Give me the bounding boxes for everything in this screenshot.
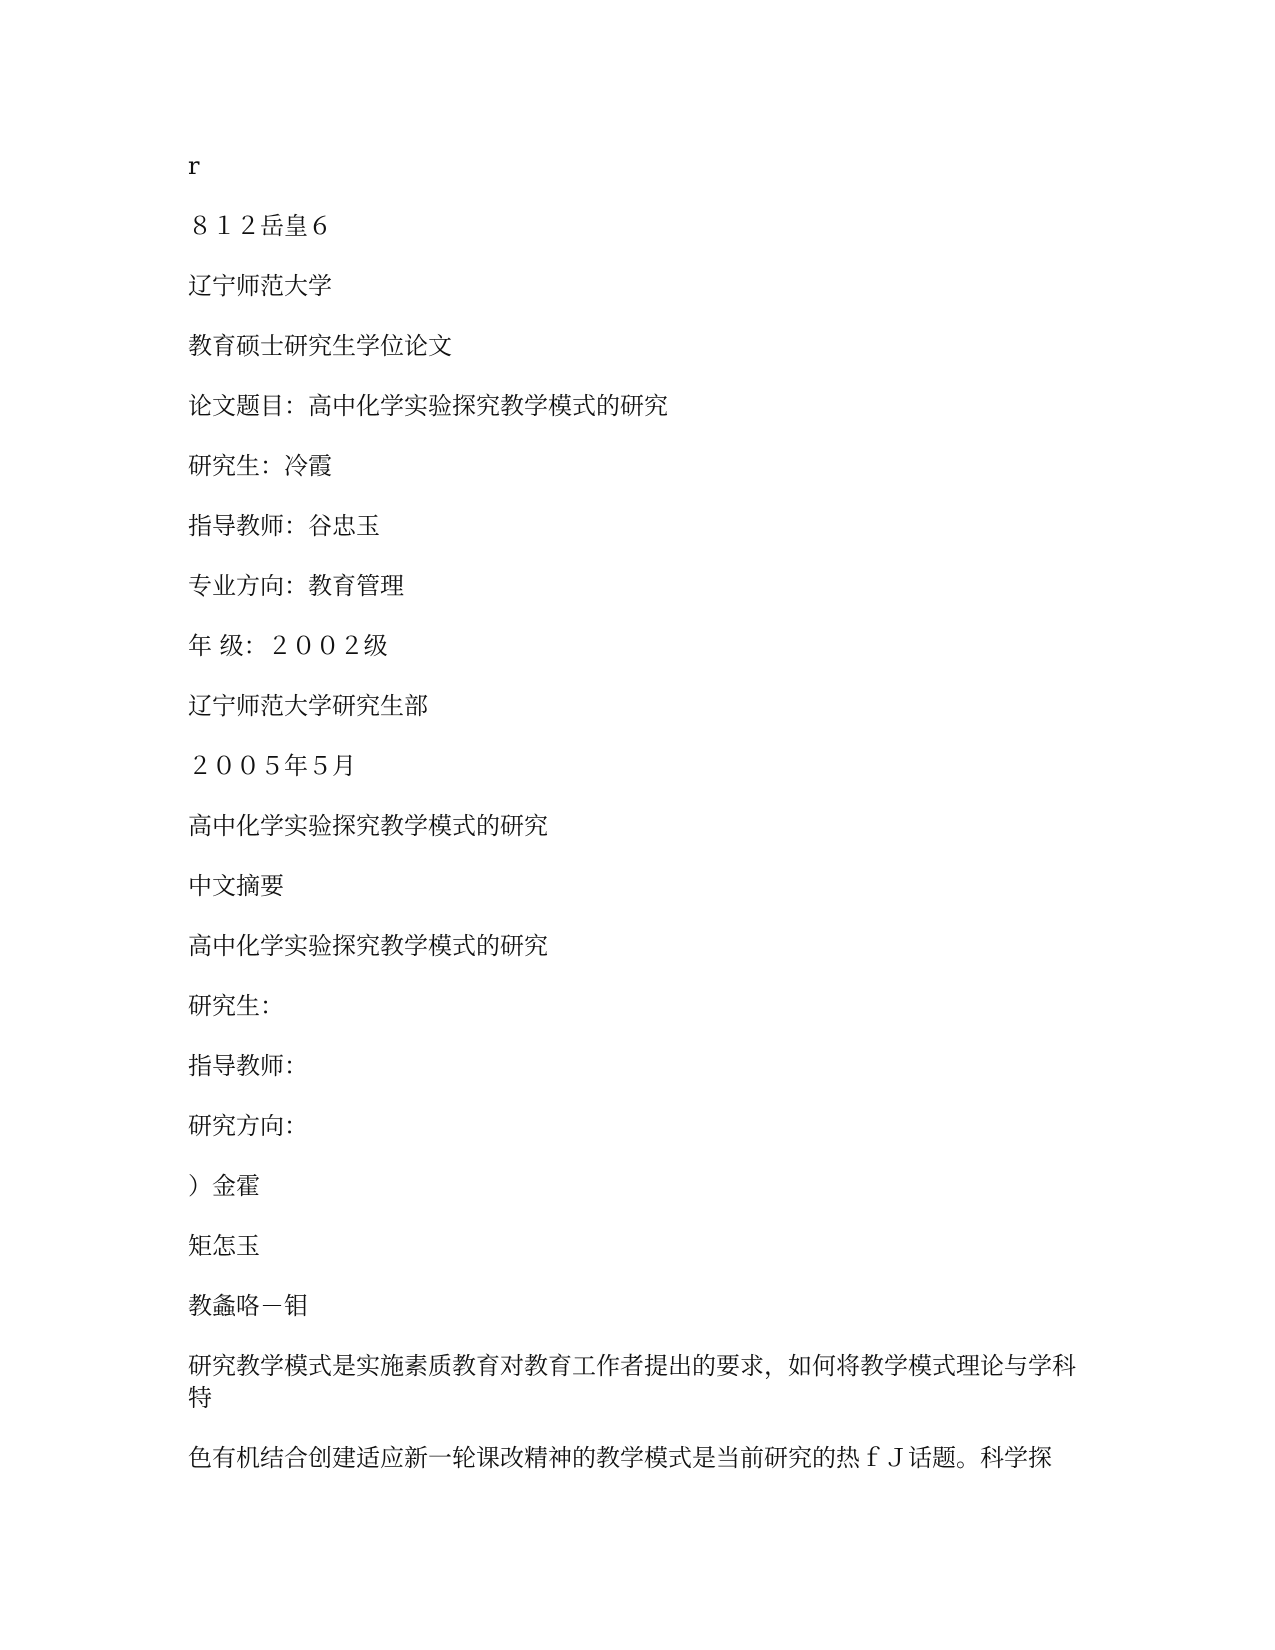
classification-code: ８１２岳皇６ xyxy=(188,212,332,240)
abstract-student-label: 研究生： xyxy=(188,992,284,1020)
university-name: 辽宁师范大学 xyxy=(188,272,332,300)
abstract-heading: 中文摘要 xyxy=(188,872,284,900)
major-field: 专业方向：教育管理 xyxy=(188,572,404,600)
abstract-paragraph-line-2: 色有机结合创建适应新一轮课改精神的教学模式是当前研究的热ｆＪ话题。科学探 xyxy=(188,1444,1052,1472)
thesis-title: 高中化学实验探究教学模式的研究 xyxy=(188,812,548,840)
advisor-field: 指导教师：谷忠玉 xyxy=(188,512,380,540)
abstract-paragraph-line-1: 研究教学模式是实施素质教育对教育工作者提出的要求，如何将教学模式理论与学科特 xyxy=(188,1352,1076,1412)
abstract-advisor-value: 矩怎玉 xyxy=(188,1232,260,1260)
abstract-student-value: ）金霍 xyxy=(188,1172,260,1200)
abstract-direction-value: 教螽咯－钼 xyxy=(188,1292,308,1320)
abstract-title: 高中化学实验探究教学模式的研究 xyxy=(188,932,548,960)
thesis-title-field: 论文题目：高中化学实验探究教学模式的研究 xyxy=(188,392,668,420)
thesis-type: 教育硕士研究生学位论文 xyxy=(188,332,452,360)
student-field: 研究生：冷霞 xyxy=(188,452,332,480)
abstract-direction-label: 研究方向： xyxy=(188,1112,308,1140)
abstract-advisor-label: 指导教师： xyxy=(188,1052,308,1080)
department-name: 辽宁师范大学研究生部 xyxy=(188,692,428,720)
grade-field: 年 级：２００２级 xyxy=(188,632,388,660)
date-line: ２００５年５月 xyxy=(188,752,356,780)
stray-mark: r xyxy=(188,152,200,180)
